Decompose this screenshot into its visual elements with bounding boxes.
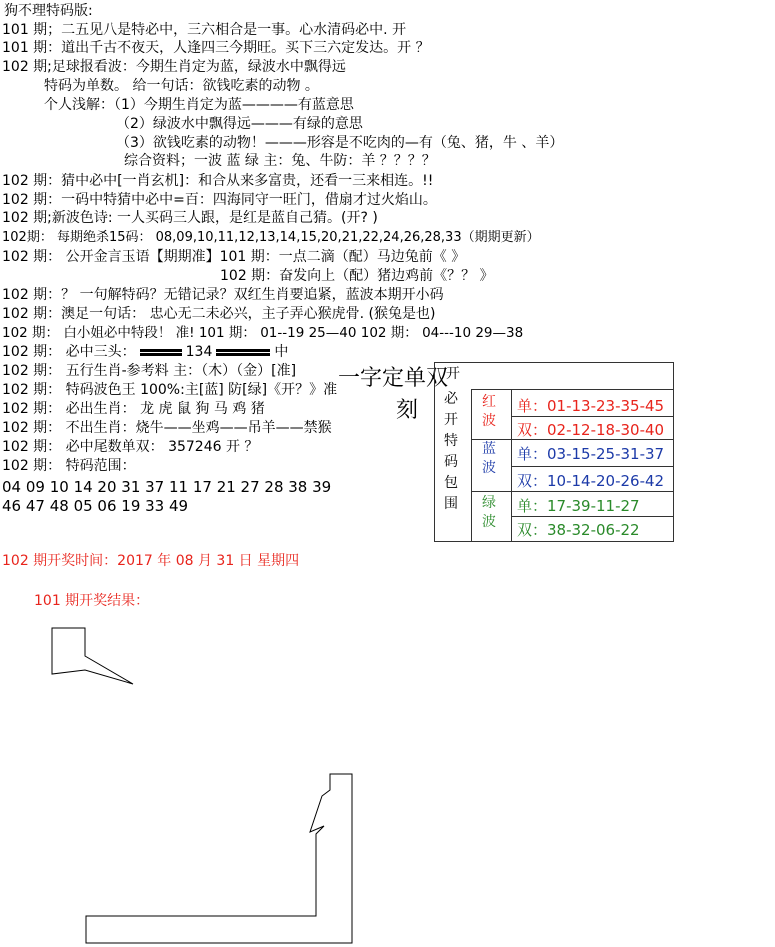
text-line: 101 期；二五见八是特必中，三六相合是一事。心水清码必中. 开 <box>2 22 407 38</box>
row-label: 单： <box>517 497 548 515</box>
group-char: 蓝 <box>482 441 496 457</box>
text-line: 102 期： 特码范围： <box>2 458 136 474</box>
text-line: 102 期： 白小姐必中特段！ 准! 101 期： 01--19 25—40 102 期： 04---10 29—38 <box>2 325 524 341</box>
text-line: 102 期：奋发向上（配）猪边鸡前《？？ 》 <box>220 268 494 284</box>
text-line: 综合资料；一波 蓝 绿 主：兔、牛防：羊 ？？？？ <box>124 153 436 169</box>
text-line: 102 期：猜中必中[一肖玄机]：和合从来多富贵，还看一三来相连。!! <box>2 173 434 189</box>
stamp-text: 一字定单双 <box>338 366 449 391</box>
text-line: 101 期：道出千古不夜天，人逢四三今期旺。买下三六定发达。开 ？ <box>2 40 430 56</box>
row-label: 双： <box>517 472 548 490</box>
text-line: 102 期： 公开金言玉语【期期准】101 期：一点二滴（配）马边兔前《 》 <box>2 249 466 265</box>
text-line: 102期： 每期绝杀15码： 08,09,10,11,12,13,14,15,20,21,22,24,26,28,33（期期更新） <box>2 230 540 245</box>
table-corner-label: 开 <box>446 366 460 382</box>
row-label: 单： <box>517 397 548 415</box>
row-numbers: 02-12-18-30-40 <box>547 421 665 439</box>
side-char: 包 <box>444 475 458 491</box>
text-line: 102 期： 五行生肖-参考料 主：（木）（金）[准] <box>2 363 297 379</box>
side-char: 特 <box>444 433 458 449</box>
row-label: 双： <box>517 521 548 539</box>
text-line: 46 47 48 05 06 19 33 49 <box>2 497 189 515</box>
group-char: 波 <box>482 460 496 476</box>
row-numbers: 17-39-11-27 <box>547 497 640 515</box>
draw-time: 102 期开奖时间：2017 年 08 月 31 日 星期四 <box>2 553 300 569</box>
text-segment: 102 期： 必中三头： <box>2 344 136 360</box>
group-char: 波 <box>482 514 496 530</box>
row-label: 双： <box>517 421 548 439</box>
result-label: 101 期开奖结果： <box>34 593 150 609</box>
group-char: 绿 <box>482 495 496 511</box>
text-line: 102 期： 特码波色王 100%:主[蓝] 防[绿]《开？》准 <box>2 382 338 398</box>
stamp-text: 刻 <box>396 398 419 423</box>
text-line: 特码为单数。 给一句话：欲钱吃素的动物 。 <box>44 78 319 94</box>
digit-one-shape <box>86 774 352 943</box>
side-char: 围 <box>444 496 458 512</box>
text-line: 102 期：一码中特猜中必中=百：四海同守一旺门，借扇才过火焰山。 <box>2 192 437 208</box>
text-line: （2）绿波水中飘得远———有绿的意思 <box>116 116 363 132</box>
text-line: 个人浅解：（1）今期生肖定为蓝————有蓝意思 <box>44 97 354 113</box>
side-char: 码 <box>444 454 458 470</box>
row-numbers: 03-15-25-31-37 <box>547 445 665 463</box>
text-line: （3）欲钱吃素的动物！———形容是不吃肉的—有（兔、猪，牛 、羊） <box>116 135 564 151</box>
row-numbers: 38-32-06-22 <box>547 521 640 539</box>
text-line: 102 期：？ 一句解特码？无错记录？双红生肖要追紧，蓝波本期开小码 <box>2 287 444 303</box>
row-label: 单： <box>517 445 548 463</box>
callout-shape <box>52 628 133 684</box>
text-line: 102 期： 必中尾数单双： 357246 开 ？ <box>2 439 259 455</box>
row-numbers: 01-13-23-35-45 <box>547 397 665 415</box>
group-char: 波 <box>482 413 496 429</box>
text-segment: 中 <box>274 344 289 360</box>
text-line: 04 09 10 14 20 31 37 11 17 21 27 28 38 39 <box>2 478 332 496</box>
text-line: 102 期： 不出生肖：烧牛——坐鸡——吊羊——禁猴 <box>2 420 332 436</box>
row-numbers: 10-14-20-26-42 <box>547 472 665 490</box>
header-title: 狗不理特码版: <box>4 3 93 19</box>
side-char: 开 <box>444 412 458 428</box>
group-char: 红 <box>482 394 496 410</box>
text-line: 102 期;新波色诗: 一人买码三人跟，是红是蓝自己猜。(开? ) <box>2 210 378 226</box>
text-segment: 134 <box>185 344 213 360</box>
text-line: 102 期： 必出生肖： 龙 虎 鼠 狗 马 鸡 猪 <box>2 401 265 417</box>
text-line: 102 期：澳足一句话： 忠心无二未必兴，主子弄心猴虎骨. (猴兔是也) <box>2 306 436 322</box>
side-char: 必 <box>444 391 458 407</box>
text-line: 102 期;足球报看波：今期生肖定为蓝，绿波水中飘得远 <box>2 59 346 75</box>
